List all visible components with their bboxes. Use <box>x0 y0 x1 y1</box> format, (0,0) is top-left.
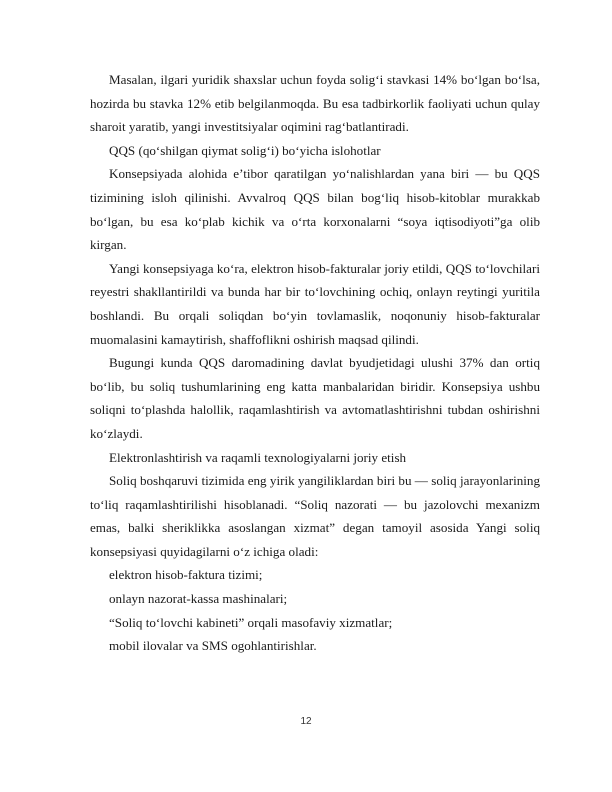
paragraph-tax-rate: Masalan, ilgari yuridik shaxslar uchun foyda solig‘i stavkasi 14% bo‘lgan bo‘lsa, hozirda bu stavka 12% etib belgilanmoqda. Bu esa tadbirkorlik faoliyati uchun qulay sharoit yaratib, yangi investitsiyalar oqimini rag‘batlantiradi. <box>90 72 540 135</box>
page-number: 12 <box>300 716 312 727</box>
paragraph-e-invoices: Yangi konsepsiyaga ko‘ra, elektron hisob-fakturalar joriy etildi, QQS to‘lovchilari reyestri shakllantirildi va bunda har bir to‘lovchining ochiq, onlayn reytingi yuritila boshlandi. Bu orqali soliqdan bo‘yin tovlamaslik, noqonuniy hisob-fakturalar muomalasini kamaytirish, shaffoflikni oshirish maqsad qilindi. <box>90 260 540 347</box>
paragraph-vat-share: Bugungi kunda QQS daromadining davlat byudjetidagi ulushi 37% dan ortiq bo‘lib, bu soliq tushumlarining eng katta manbalaridan biridir. Konsepsiya ushbu soliqni to‘plashda halollik, raqamlashtirish va avtomatlashtirishni tubdan oshirishni ko‘zlaydi. <box>90 355 540 441</box>
list-item: elektron hisob-faktura tizimi; <box>109 567 263 583</box>
list-item: mobil ilovalar va SMS ogohlantirishlar. <box>109 638 317 654</box>
paragraph-digital-tax: Soliq boshqaruvi tizimida eng yirik yangiliklardan biri bu — soliq jarayonlarining to‘liq raqamlashtirilishi hisoblanadi. “Soliq nazorati — bu jazolovchi mexanizm emas, balki sheriklikka asoslangan xizmat” degan tamoyil asosida Yangi soliq konsepsiyasi quyidagilarni o‘z ichiga oladi: <box>90 473 540 559</box>
paragraph-vat-system: Konsepsiyada alohida e’tibor qaratilgan yo‘nalishlardan yana biri — bu QQS tizimining isloh qilinishi. Avvalroq QQS bilan bog‘liq hisob-kitoblar murakkab bo‘lgan, bu esa ko‘plab kichik va o‘rta korxonalarni “soya iqtisodiyoti”ga olib kirgan. <box>90 166 540 253</box>
document-page <box>90 68 540 658</box>
list-item: “Soliq to‘lovchi kabineti” orqali masofaviy xizmatlar; <box>109 614 393 630</box>
list-item: onlayn nazorat-kassa mashinalari; <box>109 591 288 607</box>
heading-digitalization: Elektronlashtirish va raqamli texnologiyalarni joriy etish <box>109 449 407 465</box>
heading-vat-reforms: QQS (qo‘shilgan qiymat solig‘i) bo‘yicha islohotlar <box>109 142 381 158</box>
